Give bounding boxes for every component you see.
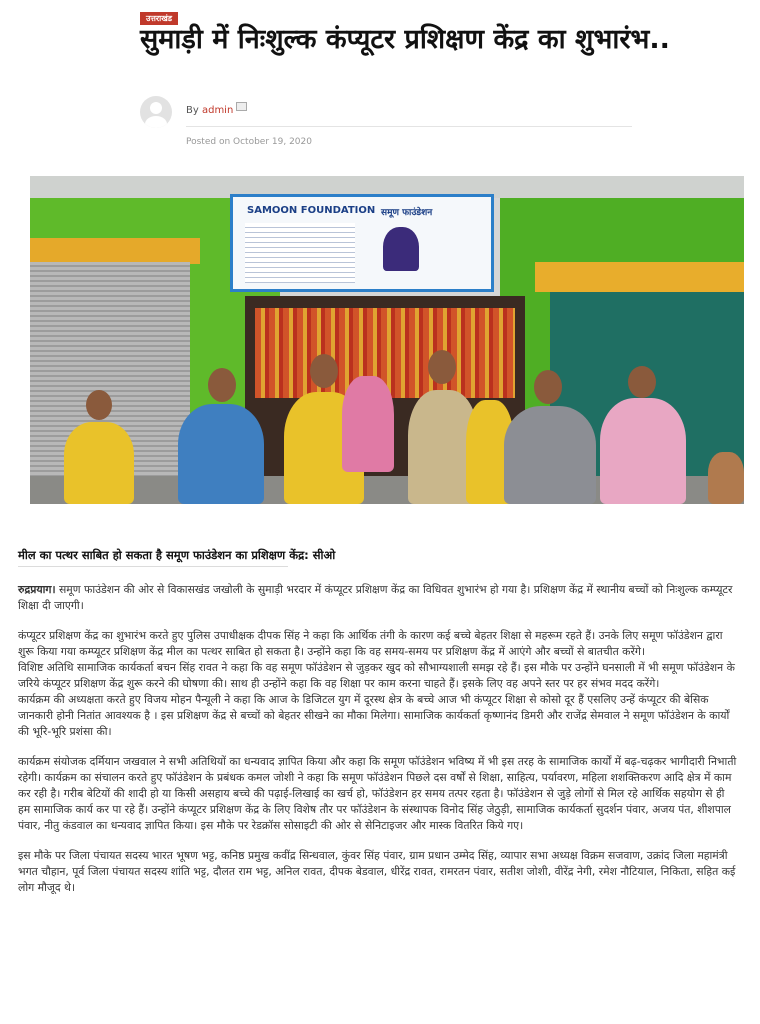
featured-photo [30, 176, 744, 504]
photo-person-face [628, 366, 656, 398]
byline [186, 105, 233, 116]
user-avatar-icon [140, 96, 172, 128]
photo-awning-left [30, 238, 200, 264]
paragraph-5: कार्यक्रम संयोजक दर्मियान जखवाल ने सभी अतिथियों का धन्यवाद ज्ञापित किया और कहा कि समूण फॉउंडेशन भविष्य में भी इस तरह के सामाजिक कार्यों में बढ़-चढ़कर भागीदारी निभाती रहेगी। कार्यक्रम का संचालन करते हुए फॉउंडेशन के प्रबंधक कमल जोशी ने कहा कि समूण फॉउंडेशन पिछले दस वर्षों से शिक्षा, साहित्य, पर्यावरण, महिला शशक्तिकरण आदि क्षेत्र में काम कर रही है। गरीब बेटियों की शादी हो या किसी असहाय बच्चे की पढ़ाई-लिखाई का खर्च हो, फॉउंडेशन हर समय तत्पर रहता है। फॉउंडेशन से जुड़े लोगों से मिल रहे आर्थिक सहयोग से ही हम सामाजिक कार्य कर पा रहे हैं। उन्होंने कंप्यूटर प्रशिक्षण केंद्र के लिए विशेष तौर पर फॉउंडेशन के संस्थापक विनोद सिंह जेठुड़ी, सामाजिक कार्यकर्ता सुदर्शन पंवार, अजय पंत, शीशपाल पंवार, नीतु कंडवाल का धन्यवाद ज्ञापित किया। इस मौके पर रेडक्रॉस सोसाइटी की ओर से सेनिटाइजर और मास्क वितरित किये गए। [18, 755, 737, 832]
mail-icon[interactable] [236, 102, 247, 111]
article-subheading: मील का पत्थर साबित हो सकता है समूण फाउंडेशन का प्रशिक्षण केंद्र: सीओ [18, 548, 336, 562]
photo-person-face [86, 390, 112, 420]
category-badge[interactable]: उत्तराखंड [140, 12, 178, 25]
paragraph-1 [18, 582, 740, 614]
sign-title-hi: समूण फाउंडेशन [381, 208, 433, 218]
paragraph-2: कंप्यूटर प्रशिक्षण केंद्र का शुभारंभ करते हुए पुलिस उपाधीक्षक दीपक सिंह ने कहा कि आर्थिक तंगी के कारण कई बच्चे बेहतर शिक्षा से महरूम रहते हैं। उनके लिए समूण फॉउंडेशन द्वारा शुरू किया गया कम्प्यूटर प्रशिक्षण केंद्र मील का पत्थर साबित हो सकता है। उन्होंने कहा कि वह समय-समय पर प्रशिक्षण केंद्र में आएंगे और बच्चों से बातचीत करेंगे। [18, 629, 723, 658]
paragraph-1-text: समूण फाउंडेशन की ओर से विकासखंड जखोली के सुमाड़ी भरदार में कंप्यूटर प्रशिक्षण केंद्र का विधिवत शुभारंभ हो गया है। प्रशिक्षण केंद्र में स्थानीय बच्चों को निःशुल्क कम्प्यूटर शिक्षा दी जाएगी। [18, 583, 733, 612]
photo-foundation-signboard [230, 194, 494, 292]
subheading-divider [18, 566, 288, 567]
photo-person [708, 452, 744, 504]
sign-text-lines [245, 223, 355, 283]
article-body [18, 582, 740, 910]
photo-person [178, 404, 264, 504]
paragraph-3: विशिष्ट अतिथि सामाजिक कार्यकर्ता बचन सिंह रावत ने कहा कि वह समूण फॉउंडेशन से जुड़कर खुद को सौभाग्यशाली समझ रहे हैं। इस मौके पर उन्होंने घनसाली में भी समूण फॉउंडेशन के जरिये कंप्यूटर प्रशिक्षण केंद्र शुरू करने की घोषणा की। साथ ही उन्होंने कहा कि वह शिक्षा पर काम करना चाहते हैं। इसके लिए वह अपने स्तर पर हर संभव मदद करेंगे। [18, 661, 735, 690]
photo-person-face [208, 368, 236, 402]
byline-divider [186, 126, 632, 127]
photo-person-face [428, 350, 456, 384]
photo-awning-right [535, 262, 744, 292]
photo-person [600, 398, 686, 504]
author-link[interactable]: admin [201, 105, 234, 116]
byline-prefix: By [186, 105, 199, 116]
paragraph-4: कार्यक्रम की अध्यक्षता करते हुए विजय मोहन पैन्यूली ने कहा कि आज के डिजिटल युग में दूरस्थ क्षेत्र के बच्चे आज भी कंप्यूटर शिक्षा से कोसो दूर हैं एसलिए उन्हें कंप्यूटर की बेसिक जानकारी होनी नितांत आवश्यक है । इस प्रशिक्षण केंद्र से बच्चों को बेहतर सीखने का मौका मिलेगा। सामाजिक कार्यकर्ता कृष्णानंद डिमरी और राजेंद्र सेमवाल ने समूण फॉउंडेशन के कार्यों की भूरि-भूरि प्रशंसा की। [18, 693, 730, 738]
article-title: सुमाड़ी में निःशुल्क कंप्यूटर प्रशिक्षण केंद्र का शुभारंभ.. [140, 24, 670, 55]
photo-person [64, 422, 134, 504]
sign-figure-graphic [383, 227, 419, 271]
photo-person [342, 376, 394, 472]
photo-person-face [310, 354, 338, 388]
dateline: रुद्रप्रयाग। [18, 583, 56, 596]
photo-person-face [534, 370, 562, 404]
posted-date: Posted on October 19, 2020 [186, 137, 312, 147]
photo-person [504, 406, 596, 504]
paragraph-6: इस मौके पर जिला पंचायत सदस्य भारत भूषण भट्ट, कनिष्ठ प्रमुख कवींद्र सिन्धवाल, कुंवर सिंह पंवार, ग्राम प्रधान उम्मेद सिंह, व्यापार सभा अध्यक्ष विक्रम सजवाण, उक्रांद जिला महामंत्री भगत चौहान, पूर्व जिला पंचायत सदस्य शांति भट्ट, दौलत राम भट्ट, अनिल रावत, दीपक बेडवाल, धीरेंद्र रावत, रामरतन पंवार, सतीश जोशी, वीरेंद्र नेगी, रमेश नौटियाल, निकिता, सहित कई लोग मौजूद थे। [18, 849, 736, 894]
sign-title-en: SAMOON FOUNDATION [247, 205, 376, 216]
